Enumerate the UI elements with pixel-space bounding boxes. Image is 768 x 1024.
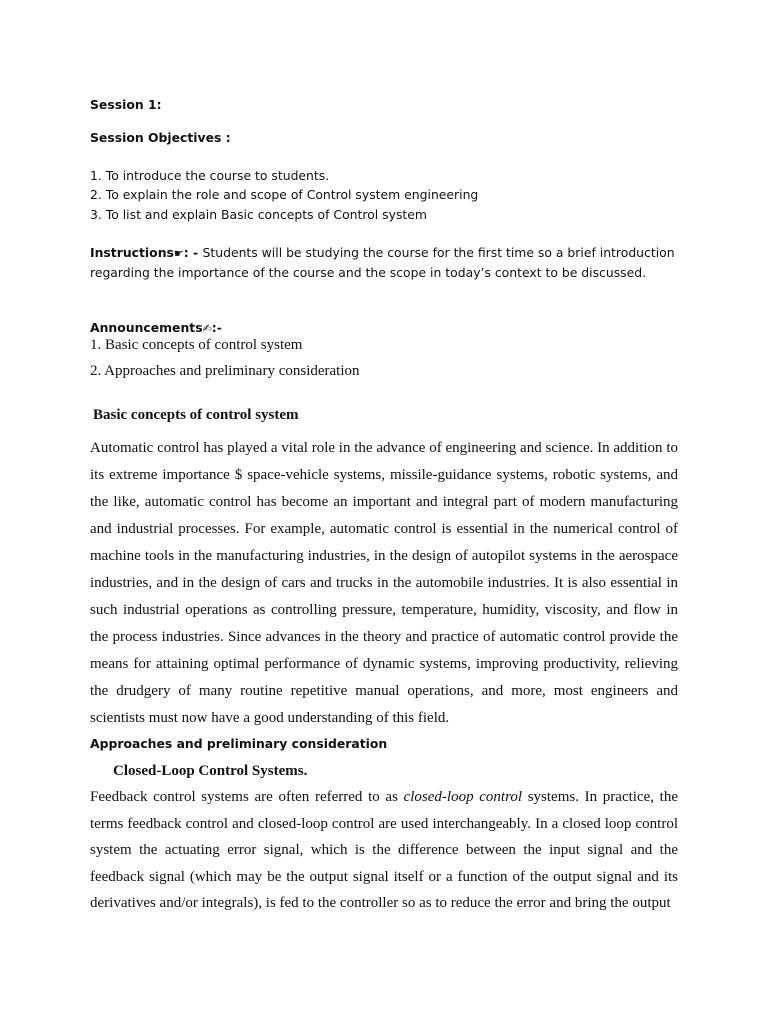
- pen-icon: ✍: [202, 322, 212, 335]
- closed-loop-paragraph: [90, 784, 678, 917]
- announcements-label-suffix: :-: [211, 320, 222, 335]
- closed-loop-text: systems. In practice, the terms feedback control and closed-loop control are used interchangeably. In a closed loop control system the actuating error signal, which is the difference between the input signal and the feedback signal (which may be the output signal itself or a function of the output signal and its derivatives and/or integrals), is fed to the controller so as to reduce the error and bring the output: [90, 789, 679, 912]
- objectives-heading: Session Objectives :: [90, 130, 231, 145]
- closed-loop-text: Feedback control systems are often referred to as: [90, 789, 404, 805]
- approaches-heading: Approaches and preliminary consideration: [90, 736, 388, 751]
- pointing-hand-icon: ☛: [173, 247, 184, 260]
- closed-loop-heading: Closed-Loop Control Systems.: [113, 763, 308, 779]
- instructions-block: [90, 243, 680, 282]
- instructions-text: Students will be studying the course for the first time so a brief introduction regarding the importance of the course and the scope in today’s context to be discussed.: [90, 245, 675, 280]
- announcement-item: 1. Basic concepts of control system: [90, 337, 303, 353]
- objective-item: 3. To list and explain Basic concepts of Control system: [90, 207, 427, 222]
- session-title: Session 1:: [90, 97, 162, 112]
- announcements-heading: [90, 320, 222, 335]
- basic-concepts-paragraph: Automatic control has played a vital role in the advance of engineering and science. In addition to its extreme importance $ space-vehicle systems, missile-guidance systems, robotic systems, and the like, automatic control has become an important and integral part of modern manufacturing and industrial processes. For example, automatic control is essential in the numerical control of machine tools in the manufacturing industries, in the design of autopilot systems in the aerospace industries, and in the design of cars and trucks in the automobile industries. It is also essential in such industrial operations as controlling pressure, temperature, humidity, viscosity, and flow in the process industries. Since advances in the theory and practice of automatic control provide the means for attaining optimal performance of dynamic systems, improving productivity, relieving the drudgery of many routine repetitive manual operations, and more, most engineers and scientists must now have a good understanding of this field.: [90, 440, 678, 726]
- basic-concepts-heading: Basic concepts of control system: [93, 407, 299, 423]
- instructions-label: Instructions: [90, 245, 174, 260]
- closed-loop-italic-term: closed-loop control: [403, 789, 523, 805]
- announcement-item: 2. Approaches and preliminary consideration: [90, 363, 360, 379]
- announcements-label: Announcements: [90, 320, 203, 335]
- objective-item: 1. To introduce the course to students.: [90, 168, 330, 183]
- objective-item: 2. To explain the role and scope of Control system engineering: [90, 187, 479, 202]
- instructions-label-suffix: : -: [183, 245, 203, 260]
